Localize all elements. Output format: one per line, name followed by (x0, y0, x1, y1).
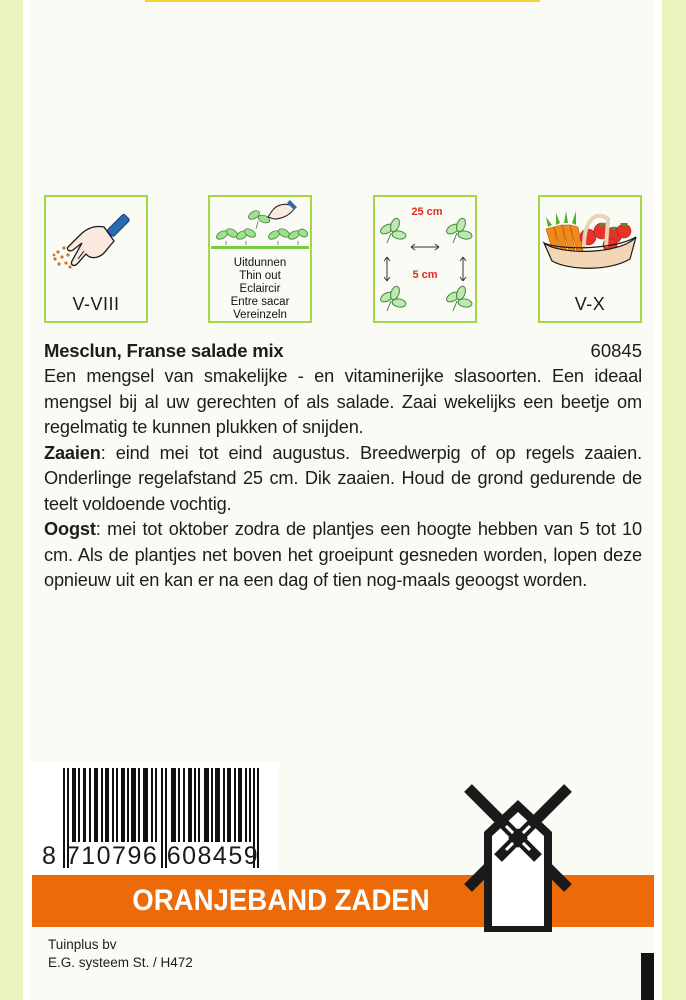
harvest-instructions (44, 517, 642, 594)
left-gutter (23, 0, 31, 1000)
thin-out-seedlings-icon (210, 197, 310, 257)
icon-box-thin-out (208, 195, 312, 323)
certification-code: E.G. systeem St. / H472 (48, 955, 193, 970)
thin-out-es: Entre sacar (230, 296, 290, 308)
harvest-months: V-X (574, 294, 606, 314)
icon-box-sowing (44, 195, 148, 323)
footer-info (48, 936, 193, 972)
icon-box-spacing (373, 195, 477, 323)
sowing-text: : eind mei tot eind augustus. Breedwerpig of op regels zaaien. Onderlinge regelafstand 25 cm. Dik zaaien. Houd de grond gedurende de teelt voldoende vochtig. (44, 442, 642, 514)
barcode-number: 8 710796 608459 (42, 842, 260, 870)
icon-box-harvest (538, 195, 642, 323)
harvest-basket-icon (540, 197, 640, 287)
product-code: 60845 (590, 340, 642, 361)
product-description-block (44, 364, 642, 594)
sowing-label: Zaaien (44, 442, 101, 463)
thin-out-label (210, 257, 310, 322)
top-yellow-line (145, 0, 540, 2)
svg-text:25 cm: 25 cm (411, 206, 443, 218)
left-margin-strip (0, 0, 23, 1000)
windmill-logo-icon (462, 782, 574, 932)
thin-out-de: Vereinzeln (233, 309, 287, 321)
hand-sowing-seeds-icon (46, 197, 146, 287)
brand-name: ORANJEBAND ZADEN (132, 884, 430, 917)
sowing-instructions (44, 441, 642, 518)
black-edge-bar (641, 953, 654, 1000)
thin-out-nl: Uitdunnen (233, 257, 287, 269)
product-header (44, 340, 642, 364)
product-description: Een mengsel van smakelijke - en vitaminerijke slasoorten. Een ideaal mengsel bij al uw gerechten of als salade. Zaai wekelijks een beetje om regelmatig te kunnen plukken of snijden. (44, 366, 642, 437)
plant-spacing-icon (375, 197, 475, 321)
sowing-months: V-VIII (72, 294, 120, 314)
thin-out-en: Thin out (239, 270, 281, 282)
company-name: Tuinplus bv (48, 937, 117, 952)
harvest-text: : mei tot oktober zodra de plantjes een hoogte hebben van 5 tot 10 cm. Als de plantjes net boven het groeipunt gesneden worden, lopen deze opnieuw uit en kan er na een dag of tien nog-maals geoogst worden. (44, 519, 642, 590)
svg-text:5 cm: 5 cm (412, 269, 438, 281)
right-gutter (654, 0, 662, 1000)
thin-out-fr: Eclaircir (239, 283, 281, 295)
product-title: Mesclun, Franse salade mix (44, 340, 284, 361)
harvest-label: Oogst (44, 519, 96, 539)
right-margin-strip (662, 0, 686, 1000)
